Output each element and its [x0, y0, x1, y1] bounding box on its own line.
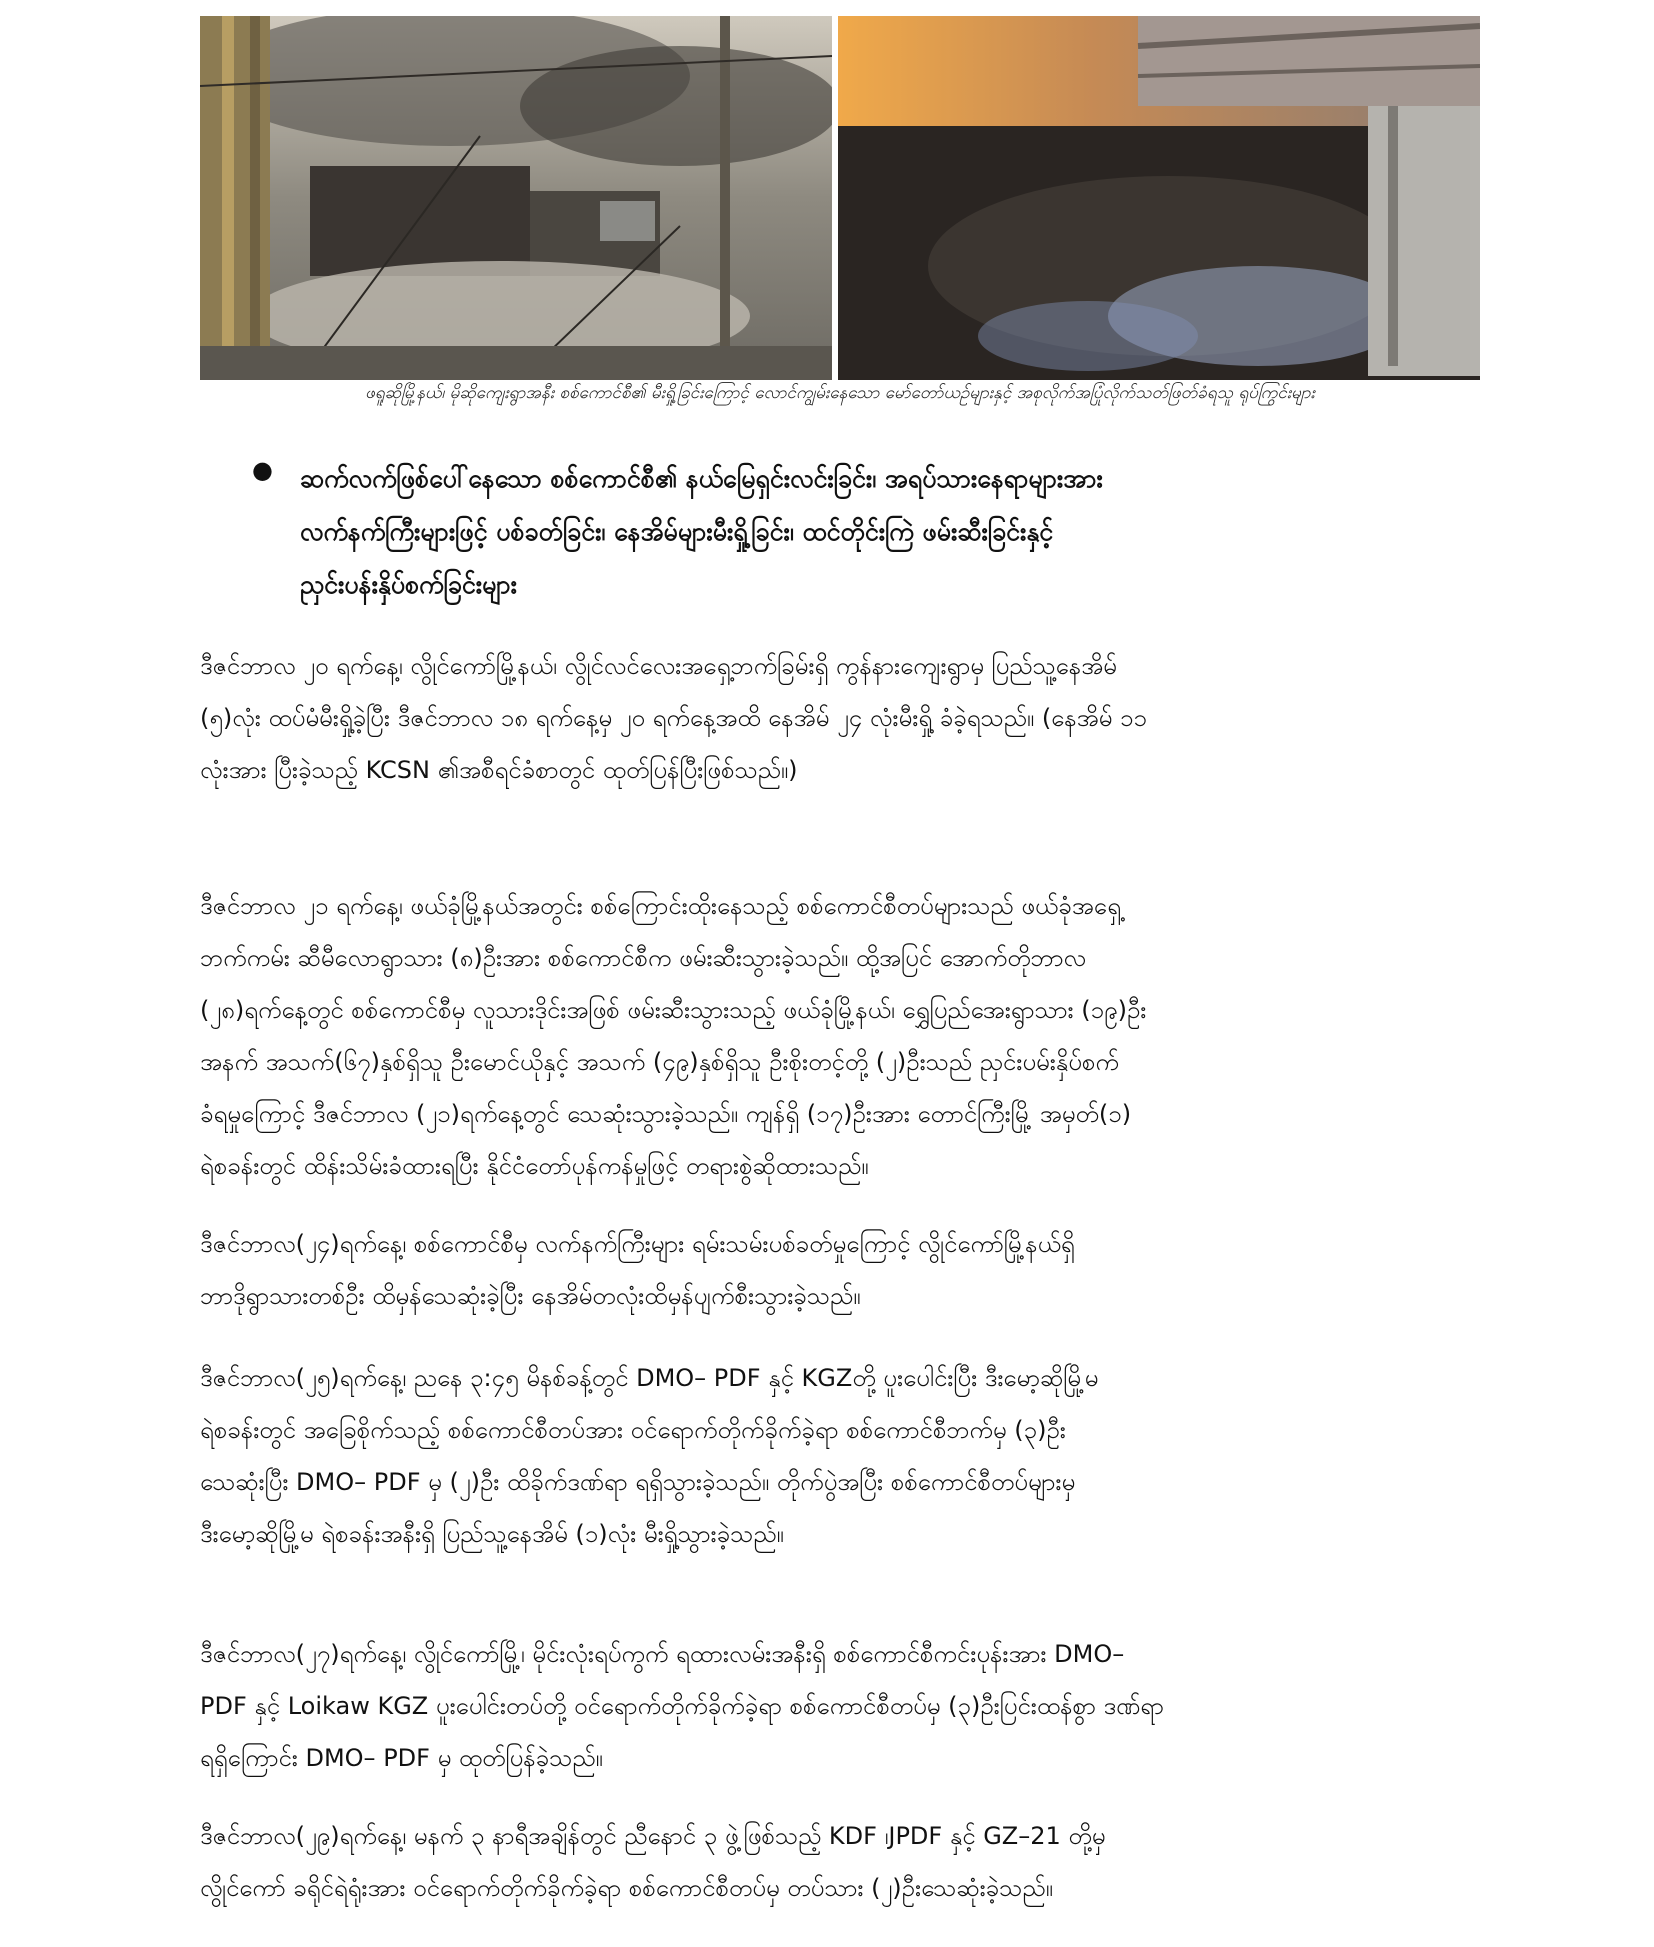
paragraph-1: ဒီဇင်ဘာလ ၂၀ ရက်နေ့၊ လွိုင်ကော်မြို့နယ်၊ လွိုင်လင်လေးအရှေ့ဘက်ခြမ်းရှိ ကွန်နားကျေးရွာမှ ပြည်သူ့နေအိမ် (၅)လုံး ထပ်မံမီးရှို့ခဲ့ပြီး ဒီဇင်ဘာလ ၁၈ ရက်နေ့မှ ၂၀ ရက်နေ့အထိ နေအိမ် ၂၄ လုံးမီးရှို့ ခံခဲ့ရသည်။ (နေအိမ် ၁၁ လုံးအား ပြီးခဲ့သည့် KCSN ၏အစီရင်ခံစာတွင် ထုတ်ပြန်ပြီးဖြစ်သည်။): [200, 652, 1148, 784]
paragraph-5: ဒီဇင်ဘာလ(၂၇)ရက်နေ့၊ လွိုင်ကော်မြို့၊ မိုင်းလုံးရပ်ကွက် ရထားလမ်းအနီးရှိ စစ်ကောင်စီကင်းပုန်းအား DMO– PDF နှင့် Loikaw KGZ ပူးပေါင်းတပ်တို့ ဝင်ရောက်တိုက်ခိုက်ခဲ့ရာ စစ်ကောင်စီတပ်မှ (၃)ဦးပြင်းထန်စွာ ဒဏ်ရာ ရရှိကြောင်း DMO– PDF မှ ထုတ်ပြန်ခဲ့သည်။: [200, 1640, 1164, 1772]
remains-photo: [838, 16, 1480, 380]
paragraph-6: ဒီဇင်ဘာလ(၂၉)ရက်နေ့၊ မနက် ၃ နာရီအချိန်တွင် ညီနောင် ၃ ဖွဲ့ဖြစ်သည့် KDF ၊JPDF နှင့် GZ–21 တို့မှ လွိုင်ကော် ခရိုင်ရဲရုံးအား ဝင်ရောက်တိုက်ခိုက်ခဲ့ရာ စစ်ကောင်စီတပ်မှ တပ်သား (၂)ဦးသေဆုံးခဲ့သည်။: [200, 1822, 1106, 1902]
bullet-icon: ●: [252, 456, 273, 484]
burned-vehicles-image: [200, 16, 832, 380]
paragraph-4: ဒီဇင်ဘာလ(၂၅)ရက်နေ့၊ ညနေ ၃:၄၅ မိနစ်ခန့်တွင် DMO– PDF နှင့် KGZတို့ ပူးပေါင်းပြီး ဒီးမော့ဆိုမြို့မ ရဲစခန်းတွင် အခြေစိုက်သည့် စစ်ကောင်စီတပ်အား ဝင်ရောက်တိုက်ခိုက်ခဲ့ရာ စစ်ကောင်စီဘက်မှ (၃)ဦး သေဆုံးပြီး DMO– PDF မှ (၂)ဦး ထိခိုက်ဒဏ်ရာ ရရှိသွားခဲ့သည်။ တိုက်ပွဲအပြီး စစ်ကောင်စီတပ်များမှ ဒီးမော့ဆိုမြို့မ ရဲစခန်းအနီးရှိ ပြည်သူ့နေအိမ် (၁)လုံး မီးရှို့သွားခဲ့သည်။: [200, 1364, 1099, 1548]
remains-image: [838, 16, 1480, 380]
paragraph-2: ဒီဇင်ဘာလ ၂၁ ရက်နေ့၊ ဖယ်ခုံမြို့နယ်အတွင်း စစ်ကြောင်းထိုးနေသည့် စစ်ကောင်စီတပ်များသည် ဖယ်ခုံအရှေ့ ဘက်ကမ်း ဆီမီလောရွာသား (၈)ဦးအား စစ်ကောင်စီက ဖမ်းဆီးသွားခဲ့သည်။ ထို့အပြင် အောက်တိုဘာလ (၂၈)ရက်နေ့တွင် စစ်ကောင်စီမှ လူသားဒိုင်းအဖြစ် ဖမ်းဆီးသွားသည့် ဖယ်ခုံမြို့နယ်၊ ရွှေပြည်အေးရွာသား (၁၉)ဦး အနက် အသက်(၆၇)နှစ်ရှိသူ ဦးမောင်ယိုနှင့် အသက် (၄၉)နှစ်ရှိသူ ဦးစိုးတင့်တို့ (၂)ဦးသည် ညှင်းပမ်းနှိပ်စက် ခံရမှုကြောင့် ဒီဇင်ဘာလ (၂၁)ရက်နေ့တွင် သေဆုံးသွားခဲ့သည်။ ကျန်ရှိ (၁၇)ဦးအား တောင်ကြီးမြို့ အမှတ်(၁) ရဲစခန်းတွင် ထိန်းသိမ်းခံထားရပြီး နိုင်ငံတော်ပုန်ကန်မှုဖြင့် တရားစွဲဆိုထားသည်။: [200, 892, 1147, 1180]
photo-row: [200, 16, 1480, 380]
section-heading-text: ဆက်လက်ဖြစ်ပေါ်နေသော စစ်ကောင်စီ၏ နယ်မြေရှင်းလင်းခြင်း၊ အရပ်သားနေရာများအား လက်နက်ကြီးများဖြင့် ပစ်ခတ်ခြင်း၊ နေအိမ်များမီးရှို့ခြင်း၊ ထင်တိုင်းကြဲ ဖမ်းဆီးခြင်းနှင့် ညှင်းပန်းနှိပ်စက်ခြင်းများ: [300, 464, 1103, 599]
photo-caption: ဖရူဆိုမြို့နယ်၊ မိုဆိုကျေးရွာအနီး စစ်ကောင်စီ၏ မီးရှို့ခြင်းကြောင့် လောင်ကျွမ်းနေသော မော်တော်ယဉ်များနှင့် အစုလိုက်အပြုံလိုက်သတ်ဖြတ်ခံရသူ ရုပ်ကြွင်းများ: [365, 383, 1315, 403]
paragraph-3: ဒီဇင်ဘာလ(၂၄)ရက်နေ့၊ စစ်ကောင်စီမှ လက်နက်ကြီးများ ရမ်းသမ်းပစ်ခတ်မှုကြောင့် လွိုင်ကော်မြို့နယ်ရှိ ဘာဒိုရွာသားတစ်ဦး ထိမှန်သေဆုံးခဲ့ပြီး နေအိမ်တလုံးထိမှန်ပျက်စီးသွားခဲ့သည်။: [200, 1230, 1075, 1310]
burned-vehicles-photo: [200, 16, 832, 380]
